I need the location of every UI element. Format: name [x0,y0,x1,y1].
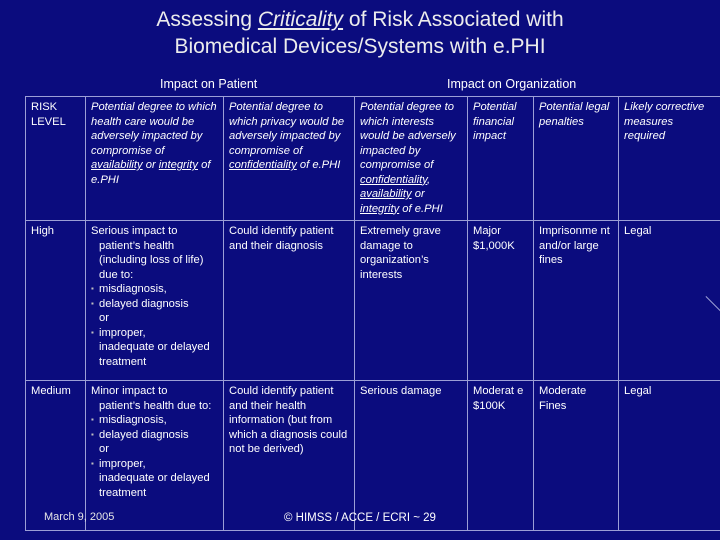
footer-date: March 9, 2005 [44,511,115,523]
list-item: ▪ improper, inadequate or delayed treatment [91,457,218,501]
list-item: ▪ misdiagnosis, [91,413,218,428]
risk-level-cell: High [26,221,86,381]
organization-impact-cell: Serious damage [355,381,468,531]
list-item: ▪ delayed diagnosis or [91,297,218,326]
bullet-list [91,282,218,369]
header-row [26,97,720,221]
privacy-impact-cell: Could identify patient and their health information (but from which a diagnosis could not be derived) [224,381,355,531]
bullet-list [91,413,218,500]
group-header-organization: Impact on Organization [447,77,577,91]
header-financial: Potential financial impact [468,97,534,221]
title-highlight: Criticality [257,8,344,31]
list-item: ▪ delayed diagnosis or [91,428,218,457]
legal-penalties-cell: Imprisonme nt and/or large fines [534,221,619,381]
risk-level-cell: Medium [26,381,86,531]
title-line-1: Assessing Criticality of Risk Associated with [156,8,564,31]
slide-title [0,6,720,60]
group-header-patient: Impact on Patient [160,77,258,91]
organization-impact-cell: Extremely grave damage to organization’s interests [355,221,468,381]
privacy-impact-cell: Could identify patient and their diagnosis [224,221,355,381]
list-item: ▪ improper, inadequate or delayed treatment [91,326,218,370]
corrective-measures-cell: Legal [619,221,720,381]
list-item: ▪ misdiagnosis, [91,282,218,297]
health-impact-cell: Minor impact to patient’s health due to: ▪ misdiagnosis, ▪ delayed diagnosis or ▪ improper, inadequate or delayed treatment [86,381,224,531]
health-impact-cell: Serious impact to patient’s health (including loss of life) due to: ▪ misdiagnosis, ▪ delayed diagnosis or ▪ improper, inadequate or delayed treatment [86,221,224,381]
table-row-high [26,221,720,381]
legal-penalties-cell: Moderate Fines [534,381,619,531]
header-health-care: Potential degree to which health care would be adversely impacted by compromise of availability or integrity of e.PHI [86,97,224,221]
header-privacy: Potential degree to which privacy would be adversely impacted by compromise of confidentiality of e.PHI [224,97,355,221]
financial-impact-cell: Major $1,000K [468,221,534,381]
header-corrective: Likely corrective measures required [619,97,720,221]
corrective-measures-cell: Legal [619,381,720,531]
title-line-2: Biomedical Devices/Systems with e.PHI [174,35,546,58]
header-legal: Potential legal penalties [534,97,619,221]
risk-criticality-table [25,96,720,531]
header-risk-level: RISK LEVEL [26,97,86,221]
financial-impact-cell: Moderat e $100K [468,381,534,531]
table-row-medium [26,381,720,531]
header-organization-interests: Potential degree to which interests would be adversely impacted by compromise of confidentiality, availability or integrity of e.PHI [355,97,468,221]
footer-copyright: © HIMSS / ACCE / ECRI ~ 29 [284,512,436,524]
